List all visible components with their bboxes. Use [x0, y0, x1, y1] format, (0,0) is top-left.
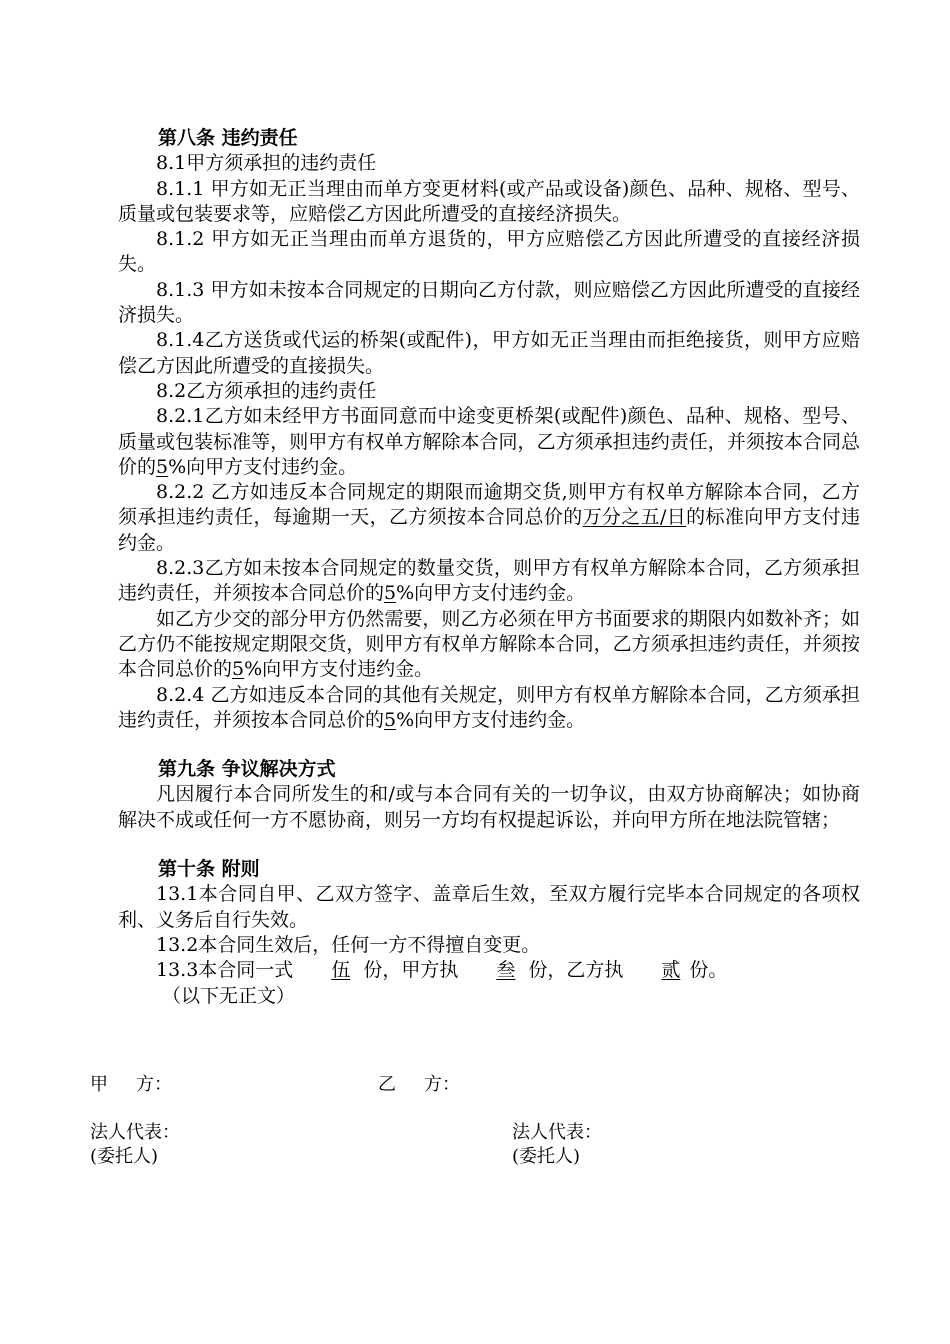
- legal-rep-a-label: 法人代表：: [90, 1122, 180, 1143]
- entrusted-b-label: (委托人): [512, 1146, 581, 1167]
- clause-8-1-2: 8.1.2 甲方如无正当理由而单方退货的，甲方应赔偿乙方因此所遭受的直接经济损失。: [118, 228, 860, 276]
- clause-8-2-2: [118, 480, 860, 556]
- clause-8-1: 8.1甲方须承担的违约责任: [156, 152, 377, 175]
- party-b-label: [378, 1073, 460, 1097]
- clause-text: 8.2.2 乙方如违反本合同规定的期限而逾期交货,则甲方有权单方解除本合同，乙方须承担违约责任，每逾期一天，乙方须按本合同总价的: [118, 481, 860, 529]
- clause-text: 8.2.3乙方如未按本合同规定的数量交货，则甲方有权单方解除本合同，乙方须承担违约责任，并须按本合同总价的: [118, 557, 860, 605]
- copies-party-a: 叁: [496, 959, 516, 982]
- party-a-char: 甲: [90, 1074, 108, 1095]
- legal-rep-b-label: 法人代表：: [512, 1122, 602, 1143]
- copies-party-b: 贰: [661, 959, 681, 982]
- end-of-text-note: （以下无正文）: [162, 984, 296, 1007]
- clause-8-1-1: 8.1.1 甲方如无正当理由而单方变更材料(或产品或设备)颜色、品种、规格、型号、质量或包装要求等，应赔偿乙方因此所遭受的直接经济损失。: [118, 177, 860, 225]
- party-a-label: [90, 1073, 172, 1097]
- section-spacer: [118, 733, 860, 757]
- clause-text: 13.3本合同一式: [156, 959, 294, 982]
- clause-text: 8.2.1乙方如未经甲方书面同意而中途变更桥架(或配件)颜色、品种、规格、型号、质量或包装标准等，则甲方有权单方解除本合同，乙方须承担违约责任，并须按本合同总价的: [118, 405, 860, 478]
- contract-body: [118, 126, 860, 1009]
- copies-total: 伍: [331, 959, 351, 982]
- article10-title: 第十条 附则: [158, 858, 260, 881]
- clause-13-1: 13.1本合同自甲、乙双方签字、盖章后生效，至双方履行完毕本合同规定的各项权利、义务后自行失效。: [118, 883, 860, 931]
- clause-8-2-3: [118, 556, 860, 607]
- clause-8-2-1: [118, 404, 860, 480]
- clause-13-2: 13.2本合同生效后，任何一方不得擅自变更。: [156, 933, 541, 956]
- clause-text: %向甲方支付违约金。: [244, 658, 434, 681]
- article8-title: 第八条 违约责任: [158, 127, 298, 149]
- party-b-char: 方：: [424, 1074, 460, 1095]
- clause-text: %向甲方支付违约金。: [396, 582, 586, 605]
- party-b-char: 乙: [378, 1074, 396, 1095]
- clause-text: 8.2.4 乙方如违反本合同的其他有关规定，则甲方有权单方解除本合同，乙方须承担违约责任，并须按本合同总价的: [118, 683, 860, 731]
- clause-8-2: 8.2乙方须承担的违约责任: [156, 379, 377, 402]
- clause-text: %向甲方支付违约金。: [396, 708, 586, 731]
- clause-text: 的标准向甲方支付违约金。: [118, 506, 860, 554]
- penalty-rate: 5: [232, 658, 245, 681]
- penalty-rate: 5: [384, 582, 397, 605]
- clause-text: 份，甲方执: [363, 959, 459, 982]
- party-a-char: 方：: [136, 1074, 172, 1095]
- article9-title: 第九条 争议解决方式: [158, 758, 336, 781]
- penalty-rate: 5: [156, 455, 169, 478]
- penalty-rate: 5: [384, 708, 397, 731]
- clause-8-2-3-supplement: [118, 607, 860, 683]
- clause-8-1-4: 8.1.4乙方送货或代运的桥架(或配件)，甲方如无正当理由而拒绝接货，则甲方应赔偿乙方因此所遭受的直接损失。: [118, 329, 860, 377]
- penalty-rate: 万分之五/日: [582, 506, 687, 529]
- clause-text: 份。: [689, 959, 728, 982]
- clause-8-2-4: [118, 683, 860, 734]
- clause-8-1-3: 8.1.3 甲方如未按本合同规定的日期向乙方付款，则应赔偿乙方因此所遭受的直接经济损失。: [118, 278, 860, 327]
- clause-text: 份，乙方执: [528, 959, 624, 982]
- clause-text: %向甲方支付违约金。: [168, 455, 358, 478]
- entrusted-a-label: (委托人): [90, 1146, 159, 1167]
- section-spacer: [118, 833, 860, 857]
- dispute-clause: 凡因履行本合同所发生的和/或与本合同有关的一切争议，由双方协商解决；如协商解决不成或任何一方不愿协商，则另一方均有权提起诉讼，并向甲方所在地法院管辖；: [118, 783, 860, 831]
- clause-13-3: [118, 958, 860, 983]
- clause-text: 如乙方少交的部分甲方仍然需要，则乙方必须在甲方书面要求的期限内如数补齐；如乙方仍不能按规定期限交货，则甲方有权单方解除本合同，乙方须承担违约责任，并须按本合同总价的: [118, 607, 860, 681]
